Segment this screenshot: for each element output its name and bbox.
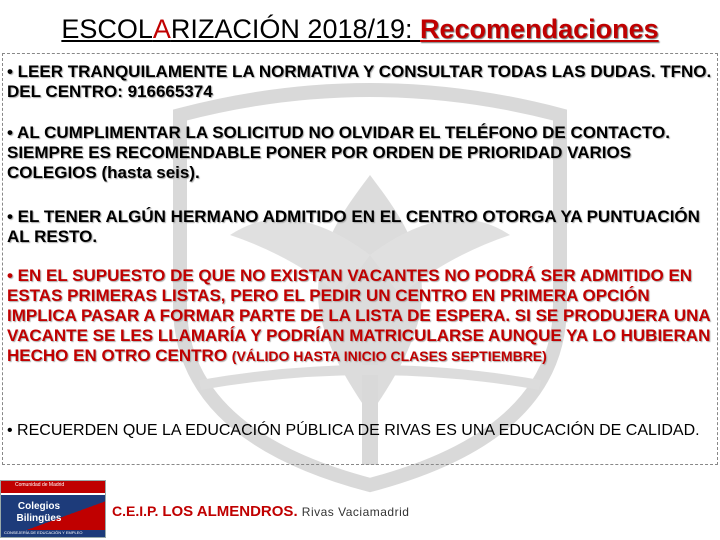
recommendation-5: • RECUERDEN QUE LA EDUCACIÓN PÚBLICA DE RIVAS ES UNA EDUCACIÓN DE CALIDAD. — [7, 422, 700, 439]
recommendation-4-note: (VÁLIDO HASTA INICIO CLASES SEPTIEMBRE) — [231, 348, 547, 364]
recommendation-4-main: • EN EL SUPUESTO DE QUE NO EXISTAN VACANTES NO PODRÁ SER ADMITIDO EN ESTAS PRIMERAS LISTAS, PERO EL PEDIR UN CENTRO EN PRIMERA OPCIÓN IMPLICA PASAR A FORMAR PARTE DE LA LISTA DE ESPERA. SI SE PRODUJERA UNA VACANTE SE LES LLAMARÍA Y PODRÍAN MATRICULARSE AUNQUE YA LO HUBIERAN HECHO EN OTRO CENTRO — [7, 266, 711, 365]
logo-bottom-text: CONSEJERÍA DE EDUCACIÓN Y EMPLEO — [4, 530, 83, 535]
recommendation-1: • LEER TRANQUILAMENTE LA NORMATIVA Y CONSULTAR TODAS LAS DUDAS. TFNO. DEL CENTRO: 916665374 — [7, 62, 712, 101]
colegios-bilingues-logo — [0, 480, 106, 538]
logo-line-2: Bilingües — [16, 513, 62, 524]
title-part-2: Recomendaciones — [420, 14, 659, 44]
logo-line-1: Colegios — [17, 501, 61, 512]
recommendation-2: • AL CUMPLIMENTAR LA SOLICITUD NO OLVIDAR EL TELÉFONO DE CONTACTO. SIEMPRE ES RECOMENDABLE PONER POR ORDEN DE PRIORIDAD VARIOS COLEGIOS (hasta seis). — [7, 123, 670, 182]
recommendation-4 — [7, 266, 713, 366]
logo-top-text: Comunidad de Madrid — [15, 482, 65, 488]
page-title — [0, 14, 720, 45]
title-part-1c: RIZACIÓN 2018/19: — [170, 14, 421, 44]
content-frame — [2, 53, 718, 465]
recommendation-3: • EL TENER ALGÚN HERMANO ADMITIDO EN EL CENTRO OTORGA YA PUNTUACIÓN AL RESTO. — [7, 207, 700, 246]
title-part-1b: A — [152, 14, 171, 44]
school-prefix: C.E.I.P. — [112, 503, 163, 519]
school-name: LOS ALMENDROS. — [162, 503, 302, 520]
title-part-1a: ESCOL — [61, 14, 153, 44]
school-footer — [112, 503, 409, 520]
school-town: Rivas Vaciamadrid — [301, 505, 410, 519]
